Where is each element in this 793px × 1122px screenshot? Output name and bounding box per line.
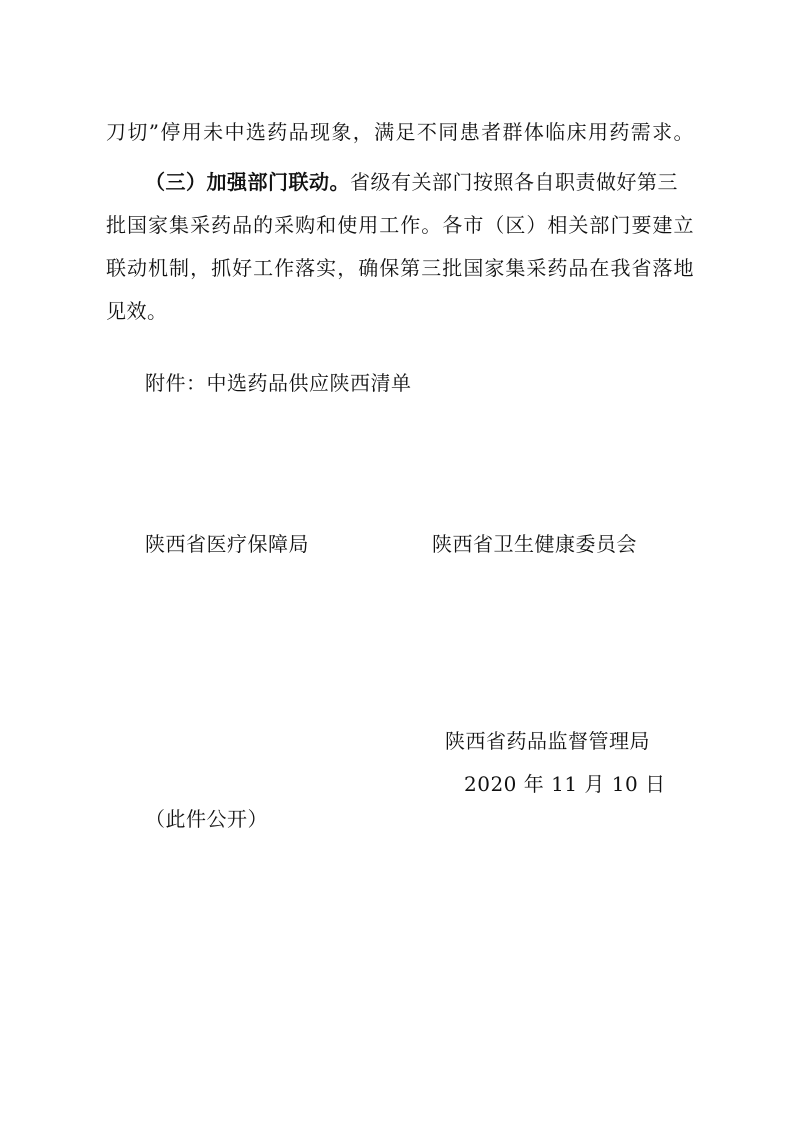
body-text-line: 联动机制，抓好工作落实，确保第三批国家集采药品在我省落地 — [106, 256, 694, 280]
body-text-inline: 省级有关部门按照各自职责做好第三 — [350, 170, 678, 194]
section-heading: （三）加强部门联动。 — [145, 170, 350, 194]
signature-health-commission: 陕西省卫生健康委员会 — [432, 532, 637, 556]
attachment-note: 附件：中选药品供应陕西清单 — [145, 371, 412, 395]
signature-drug-administration: 陕西省药品监督管理局 — [445, 729, 650, 753]
body-text-line: 刀切”停用未中选药品现象，满足不同患者群体临床用药需求。 — [106, 120, 694, 144]
body-text-line: 见效。 — [106, 299, 168, 323]
section-heading-line — [145, 168, 693, 196]
disclosure-note: （此件公开） — [145, 807, 268, 831]
body-text-line: 批国家集采药品的采购和使用工作。各市（区）相关部门要建立 — [106, 213, 694, 237]
document-date: 2020 年 11 月 10 日 — [464, 772, 666, 796]
signature-medical-security-bureau: 陕西省医疗保障局 — [145, 532, 309, 556]
